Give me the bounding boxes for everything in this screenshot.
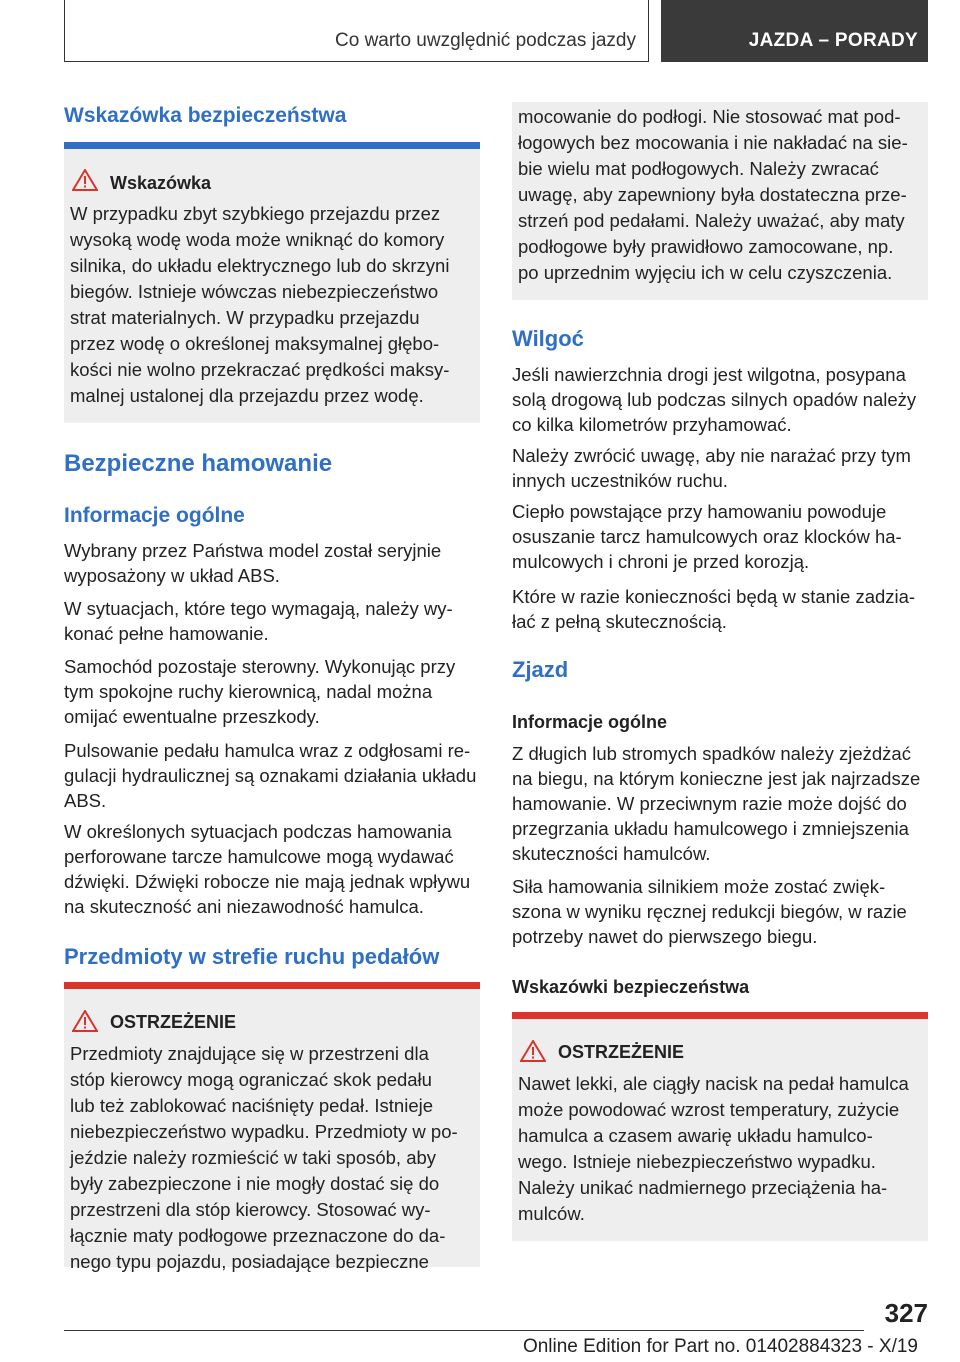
paragraph-long-slopes: Z długich lub stromych spadków należy zjeżdżać na biegu, na którym konieczne jest jak najrzadsze hamowanie. W przeciwnym razie może dojść do przegrzania układu hamulcowego i zmniejszenia skuteczności hamulców. <box>512 743 921 864</box>
warning-underline-2 <box>512 1012 928 1019</box>
warning-text: Przedmioty znajdujące się w przestrzeni dla stóp kierowcy mogą ograniczać skok pedału lub też zablokować naciśnięty pedał. Istnieje niebezpieczeństwo wypadku. Przedmioty w po- jeździe należy rozmieścić w taki sposób, aby były zabezpieczone i nie mogły dostać się do przestrzeni dla stóp kierowcy. Stosować wy- łącznie maty podłogowe przeznaczone do da- nego typu pojazdu, posiadające bezpieczne <box>70 1043 458 1272</box>
chapter-title: JAZDA – PORADY <box>748 30 918 51</box>
warning-box <box>64 989 480 1272</box>
paragraph-steerable: Samochód pozostaje sterowny. Wykonując przy tym spokojne ruchy kierownicą, nadal można omijać ewentualne przeszkody. <box>64 656 456 727</box>
page-number: 327 <box>884 1298 928 1328</box>
note-box <box>64 149 480 423</box>
edition-note: Online Edition for Part no. 01402884323 - X/19 <box>522 1336 918 1357</box>
chapter-tab <box>661 0 928 62</box>
heading-descent: Zjazd <box>512 657 569 682</box>
heading-pedal-area: Przedmioty w strefie ruchu pedałów <box>64 944 440 969</box>
paragraph-engine-braking: Siła hamowania silnikiem może zostać zwięk- szona w wyniku ręcznej redukcji biegów, w razie potrzeby nawet do pierwszego biegu. <box>512 876 907 947</box>
heading-safety-notes: Wskazówki bezpieczeństwa <box>512 977 750 997</box>
warning-text-continued: mocowanie do podłogi. Nie stosować mat pod- łogowych bez mocowania i nie nakładać na sie- bie wielu mat podłogowych. Należy zwracać uwagę, aby zapewniony była dostateczna prze- strzeń pod pedałami. Należy uważać, aby maty podłogowe były prawidłowo zamocowane, np. po uprzednim wyjęciu ich w celu czyszczenia. <box>518 106 908 283</box>
warning-triangle-icon <box>520 1040 546 1062</box>
paragraph-wet-road: Jeśli nawierzchnia drogi jest wilgotna, posypana solą drogową lub podczas silnych opadów należy co kilka kilometrów przyhamować. <box>512 364 917 435</box>
paragraph-effectiveness: Które w razie konieczności będą w stanie zadzia- łać z pełną skutecznością. <box>512 586 916 632</box>
section-tab <box>64 0 649 62</box>
page-header <box>64 0 928 64</box>
footer-rule <box>64 1330 864 1331</box>
warning-box-2 <box>512 1019 928 1241</box>
heading-underline <box>64 142 480 149</box>
heading-general-info: Informacje ogólne <box>64 504 245 527</box>
paragraph-noises: W określonych sytuacjach podczas hamowania perforowane tarcze hamulcowe mogą wydawać dźwięki. Dźwięki robocze nie mają jednak wpływu na skuteczność ani niezawodność hamulca. <box>64 821 471 917</box>
section-title: Co warto uwzględnić podczas jazdy <box>335 30 636 51</box>
warning-title: OSTRZEŻENIE <box>110 1012 237 1032</box>
heading-moisture: Wilgoć <box>512 326 584 351</box>
warning-box-continued <box>512 102 928 300</box>
paragraph-full-braking: W sytuacjach, które tego wymagają, należy wy- konać pełne hamowanie. <box>64 598 453 644</box>
warning-triangle-icon <box>72 169 98 191</box>
paragraph-abs: Wybrany przez Państwa model został seryjnie wyposażony w układ ABS. <box>64 540 442 586</box>
note-title: Wskazówka <box>110 173 212 193</box>
paragraph-pulsing: Pulsowanie pedału hamulca wraz z odgłosami re- gulacji hydraulicznej są oznakami działania układu ABS. <box>64 740 477 811</box>
warning-underline <box>64 982 480 989</box>
heading-general-info-2: Informacje ogólne <box>512 712 668 732</box>
paragraph-heat: Ciepło powstające przy hamowaniu powoduje osuszanie tarcz hamulcowych oraz klocków ha- mulcowych i chroni je przed korozją. <box>512 501 902 572</box>
warning-triangle-icon <box>72 1010 98 1032</box>
paragraph-other-users: Należy zwrócić uwagę, aby nie narażać przy tym innych uczestników ruchu. <box>512 445 911 491</box>
note-text: W przypadku zbyt szybkiego przejazdu przez wysoką wodę woda może wniknąć do komory silnika, do układu elektrycznego lub do skrzyni biegów. Istnieje wówczas niebezpieczeństwo strat materialnych. W przypadku przejazdu przez wodę o określonej maksymalnej głębo- kości nie wolno przekraczać prędkości maksy- malnej ustalonej dla przejazdu przez wodę. <box>70 203 450 406</box>
heading-safe-braking: Bezpieczne hamowanie <box>64 450 333 477</box>
heading-safety-note: Wskazówka bezpieczeństwa <box>64 104 347 127</box>
warning-text-2: Nawet lekki, ale ciągły nacisk na pedał hamulca może powodować wzrost temperatury, zużycie hamulca a czasem awarię układu hamulco- wego. Istnieje niebezpieczeństwo wypadku. Należy unikać nadmiernego przeciążenia ha- mulców. <box>518 1073 909 1224</box>
warning-title-2: OSTRZEŻENIE <box>558 1042 685 1062</box>
